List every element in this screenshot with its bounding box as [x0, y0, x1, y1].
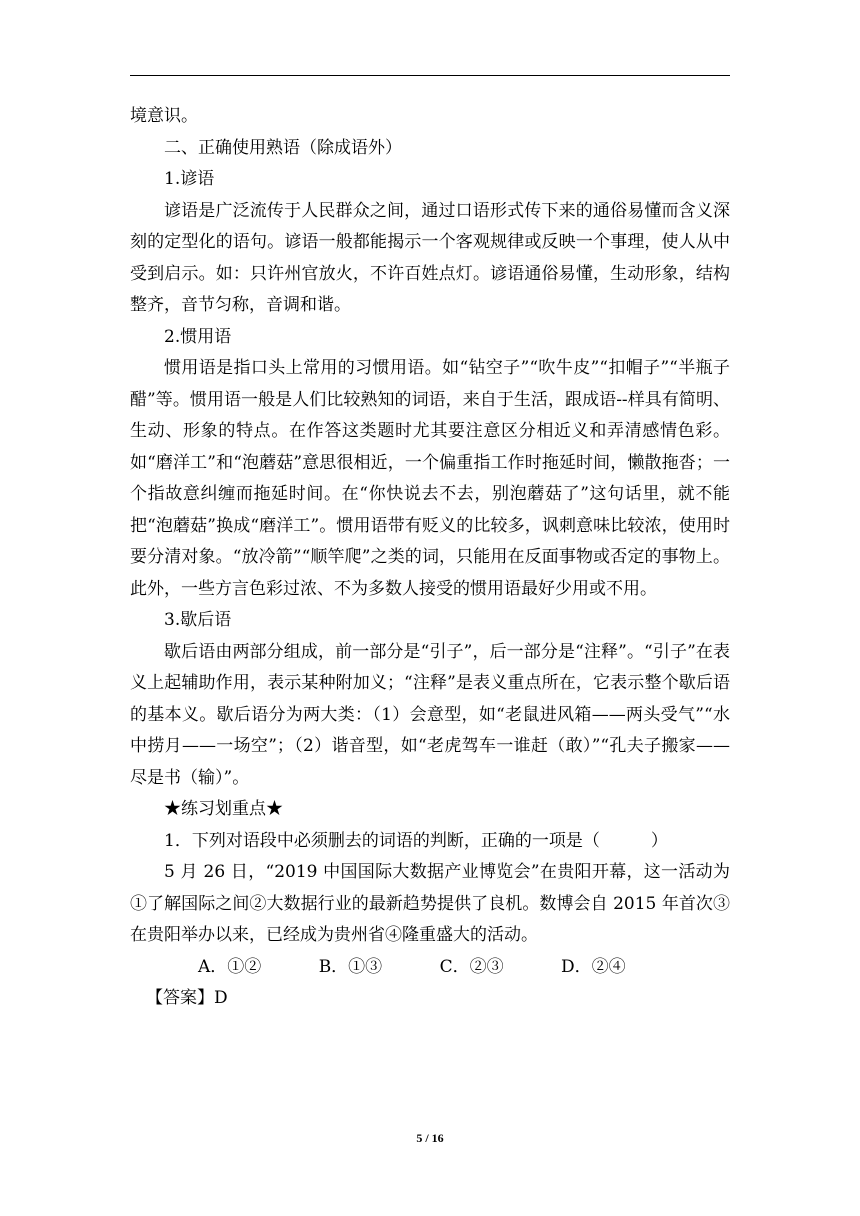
- document-body: [130, 101, 730, 1015]
- paragraph: 歇后语由两部分组成，前一部分是“引子”，后一部分是“注释”。“引子”在表义上起辅助作用，表示某种附加义；“注释”是表义重点所在，它表示整个歇后语的基本义。歇后语分为两大类：（1）会意型，如“老鼠进风箱——两头受气”“水中捞月——一场空”；（2）谐音型，如“老虎驾车一谁赶（敢）”“孔夫子搬家——尽是书（输）”。: [130, 641, 730, 788]
- exercise-heading: ★练习划重点★: [164, 799, 283, 819]
- page-number: 5 / 16: [416, 1131, 444, 1145]
- subheading-proverbs: 1.谚语: [164, 169, 215, 189]
- question-passage: 5 月 26 日，“2019 中国国际大数据产业博览会”在贵阳开幕，这一活动为①了解国际之间②大数据行业的最新趋势提供了良机。数博会自 2015 年首次③在贵阳举办以来，已经成为贵州省④隆重盛大的活动。: [130, 862, 730, 945]
- option-d: D．②④: [561, 956, 626, 977]
- subheading-xiehouyu: 3.歇后语: [164, 610, 232, 630]
- option-b: B．①③: [318, 956, 383, 977]
- paragraph: 谚语是广泛流传于人民群众之间，通过口语形式传下来的通俗易懂而含义深刻的定型化的语句。谚语一般都能揭示一个客观规律或反映一个事理，使人从中受到启示。如：只许州官放火，不许百姓点灯。谚语通俗易懂，生动形象，结构整齐，音节匀称，音调和谐。: [130, 200, 730, 315]
- answer-options: [130, 952, 730, 984]
- option-a: A．①②: [198, 956, 262, 977]
- subheading-idioms: 2.惯用语: [164, 326, 232, 347]
- question-stem: 1．下列对语段中必须删去的词语的判断，正确的一项是（ ）: [164, 830, 668, 851]
- paragraph: 境意识。: [130, 106, 198, 126]
- answer-line: 【答案】D: [146, 988, 228, 1008]
- section-heading: 二、正确使用熟语（除成语外）: [164, 137, 402, 158]
- paragraph: 惯用语是指口头上常用的习惯用语。如“钻空子”“吹牛皮”“扣帽子”“半瓶子醋”等。惯用语一般是人们比较熟知的词语，来自于生活，跟成语--样具有简明、生动、形象的特点。在作答这类题时尤其要注意区分相近义和弄清感情色彩。如“磨洋工”和“泡蘑菇”意思很相近，一个偏重指工作时拖延时间，懒散拖沓；一个指故意纠缠而拖延时间。在“你快说去不去，别泡蘑菇了”这句话里，就不能把“泡蘑菇”换成“磨洋工”。惯用语带有贬义的比较多，讽刺意味比较浓，使用时要分清对象。“放冷箭”“顺竿爬”之类的词，只能用在反面事物或否定的事物上。此外，一些方言色彩过浓、不为多数人接受的惯用语最好少用或不用。: [130, 358, 730, 599]
- option-c: C．②③: [439, 956, 504, 977]
- header-rule: [130, 75, 730, 76]
